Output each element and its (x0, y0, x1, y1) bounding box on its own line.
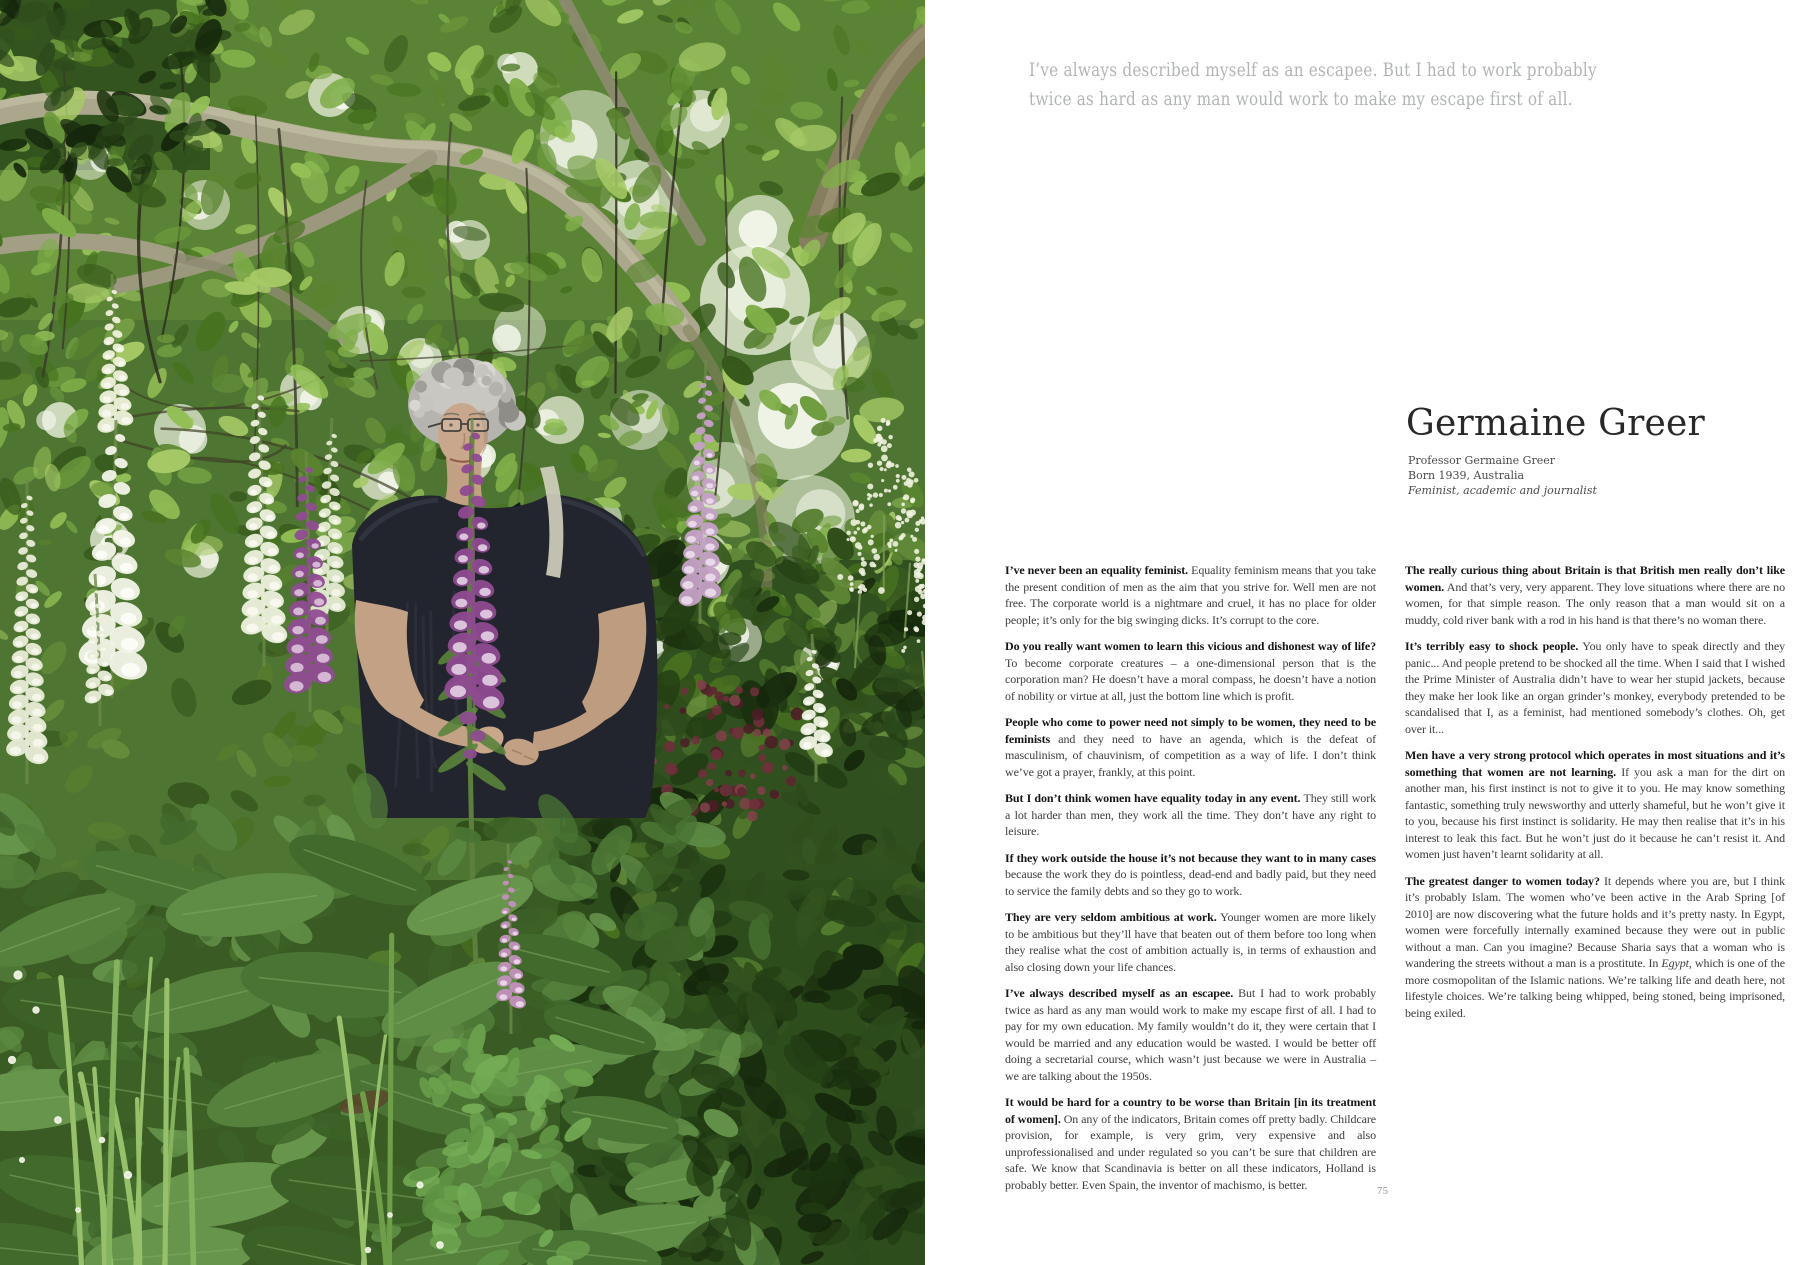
interview-paragraph: It would be hard for a country to be worse than Britain [in its treatment of women]. On any of the indicators, Britain comes off pretty badly. Childcare provision, for example, is very grim, very expensive and also unprofessionalised and under regulated so you can’t be sure that children are safe. We know that Scandinavia is better on all these indicators, Holland is probably better. Even Spain, the inventor of machismo, is better. (1005, 1095, 1377, 1192)
paragraph-lead: Do you really want women to learn this vicious and dishonest way of life? (1005, 639, 1376, 653)
interview-paragraph: I’ve always described myself as an escapee. But I had to work probably twice as hard as any man would work to make my escape first of all. I had to pay for my own education. My family wouldn’t do it, they were certain that I would be married and any education would be wasted. I would be better off doing a secretarial course, which wasn’t just because we were in Australia – we are talking about the 1950s. (1005, 986, 1376, 1083)
paragraph-lead: I’ve always described myself as an escapee. (1005, 986, 1234, 1000)
subject-detail-line: Professor Germaine Greer (1408, 454, 1556, 467)
subject-detail-line: Feminist, academic and journalist (1408, 484, 1597, 497)
interview-paragraph: They are very seldom ambitious at work. Younger women are more likely to be ambitious but they’ll have that beaten out of them before too long when they realise what the cost of ambition actually is, in terms of exhaustion and also closing down your life chances. (1005, 910, 1376, 974)
pull-quote-line: twice as hard as any man would work to make my escape first of all. (1029, 87, 1573, 110)
interview-page (925, 0, 1800, 1265)
interview-paragraph: I’ve never been an equality feminist. Equality feminism means that you take the present condition of men as the aim that you strive for. Well men are not free. The corporate world is a nightmare and cruel, it has no place for older people; it’s only for the big swinging dicks. It’s corrupt to the core. (1005, 563, 1376, 627)
interview-paragraph: It’s terribly easy to shock people. You only have to speak directly and they panic... And people pretend to be shocked all the time. When I said that I wished the Prime Minister of Australia didn’t have to wear her stupid jackets, because they make her look like an organ grinder’s monkey, everybody pretended to be scandalised that I, as a feminist, had mentioned somebody’s clothes. Oh, get over it... (1405, 639, 1785, 736)
paragraph-lead: I’ve never been an equality feminist. (1005, 563, 1189, 577)
interview-paragraph: Men have a very strong protocol which operates in most situations and it’s something that women are not learning. If you ask a man for the dirt on another man, his first instinct is not to give it to you. He may know something fantastic, something truly newsworthy and utterly shameful, but he won’t give it to you, because his first instinct is solidarity. He may then realise that it’s in his interest to leak this fact. But he won’t just do it because he can’t resist it. And women just haven’t learnt solidarity at all. (1405, 748, 1786, 861)
page-title: Germaine Greer (1406, 403, 1705, 444)
paragraph-lead: People who come to power need not simply to be women, they need to be feminists (1005, 715, 1376, 746)
paragraph-lead: But I don’t think women have equality today in any event. (1005, 791, 1301, 805)
paragraph-lead: It would be hard for a country to be worse than Britain [in its treatment of women]. (1005, 1095, 1376, 1126)
interview-paragraph: Do you really want women to learn this vicious and dishonest way of life? To become corporate creatures – a one-dimensional person that is the corporation man? He doesn’t have a moral compass, he doesn’t have a notion of nobility or virtue at all, just the bottom line which is profit. (1005, 639, 1376, 703)
paragraph-lead: It’s terribly easy to shock people. (1405, 639, 1579, 653)
interview-paragraph: But I don’t think women have equality today in any event. They still work a lot harder than men, they work all the time. They don’t have any right to leisure. (1005, 791, 1376, 838)
interview-paragraph: The really curious thing about Britain is that British men really don’t like women. And that’s very, very apparent. They love situations where there are no women, for that simple reason. The only reason that a man would sit on a muddy, cold river bank with a rod in his hand is that there’s no woman there. (1405, 563, 1785, 627)
paragraph-lead: The really curious thing about Britain is that British men really don’t like women. (1405, 563, 1785, 594)
interview-paragraph: If they work outside the house it’s not because they want to in many cases because the work they do is pointless, dead-end and badly paid, but they need to service the family debts and so they go to work. (1005, 850, 1376, 898)
paragraph-lead: They are very seldom ambitious at work. (1005, 910, 1217, 924)
text-column-1 (1005, 562, 1376, 1203)
interview-paragraph: The greatest danger to women today? It depends where you are, but I think it’s probably Islam. The women who’ve been active in the Arab Spring [of 2010] are now discovering what the future holds and it’s pretty nasty. In Egypt, women were forcefully internally examined because they were out in public without a man. Can you imagine? Because Sharia says that a woman who is wandering the streets without a man is a prostitute. In Egypt, which is one of the more cosmopolitan of the Islamic nations. We’re talking life and death here, not lifestyle choices. We’re talking being whipped, being stoned, being imprisoned, being exiled. (1405, 873, 1785, 1020)
paragraph-lead: Men have a very strong protocol which operates in most situations and it’s something that women are not learning. (1405, 748, 1785, 779)
paragraph-lead: The greatest danger to women today? (1405, 873, 1600, 888)
subject-details (1408, 453, 1597, 498)
page-number: 75 (1377, 1186, 1389, 1197)
subject-detail-line: Born 1939, Australia (1408, 469, 1525, 482)
paragraph-lead: If they work outside the house it’s not because they want to in many cases (1005, 850, 1376, 865)
text-column-2 (1405, 562, 1785, 1031)
pull-quote (1029, 56, 1597, 113)
interview-paragraph: People who come to power need not simply to be women, they need to be feminists and they need to have an agenda, which is the defeat of masculinism, of chauvinism, of competition as a way of life. I don’t think we’ve got a prayer, frankly, at this point. (1005, 715, 1376, 779)
pull-quote-line: I’ve always described myself as an escapee. But I had to work probably (1029, 59, 1597, 81)
